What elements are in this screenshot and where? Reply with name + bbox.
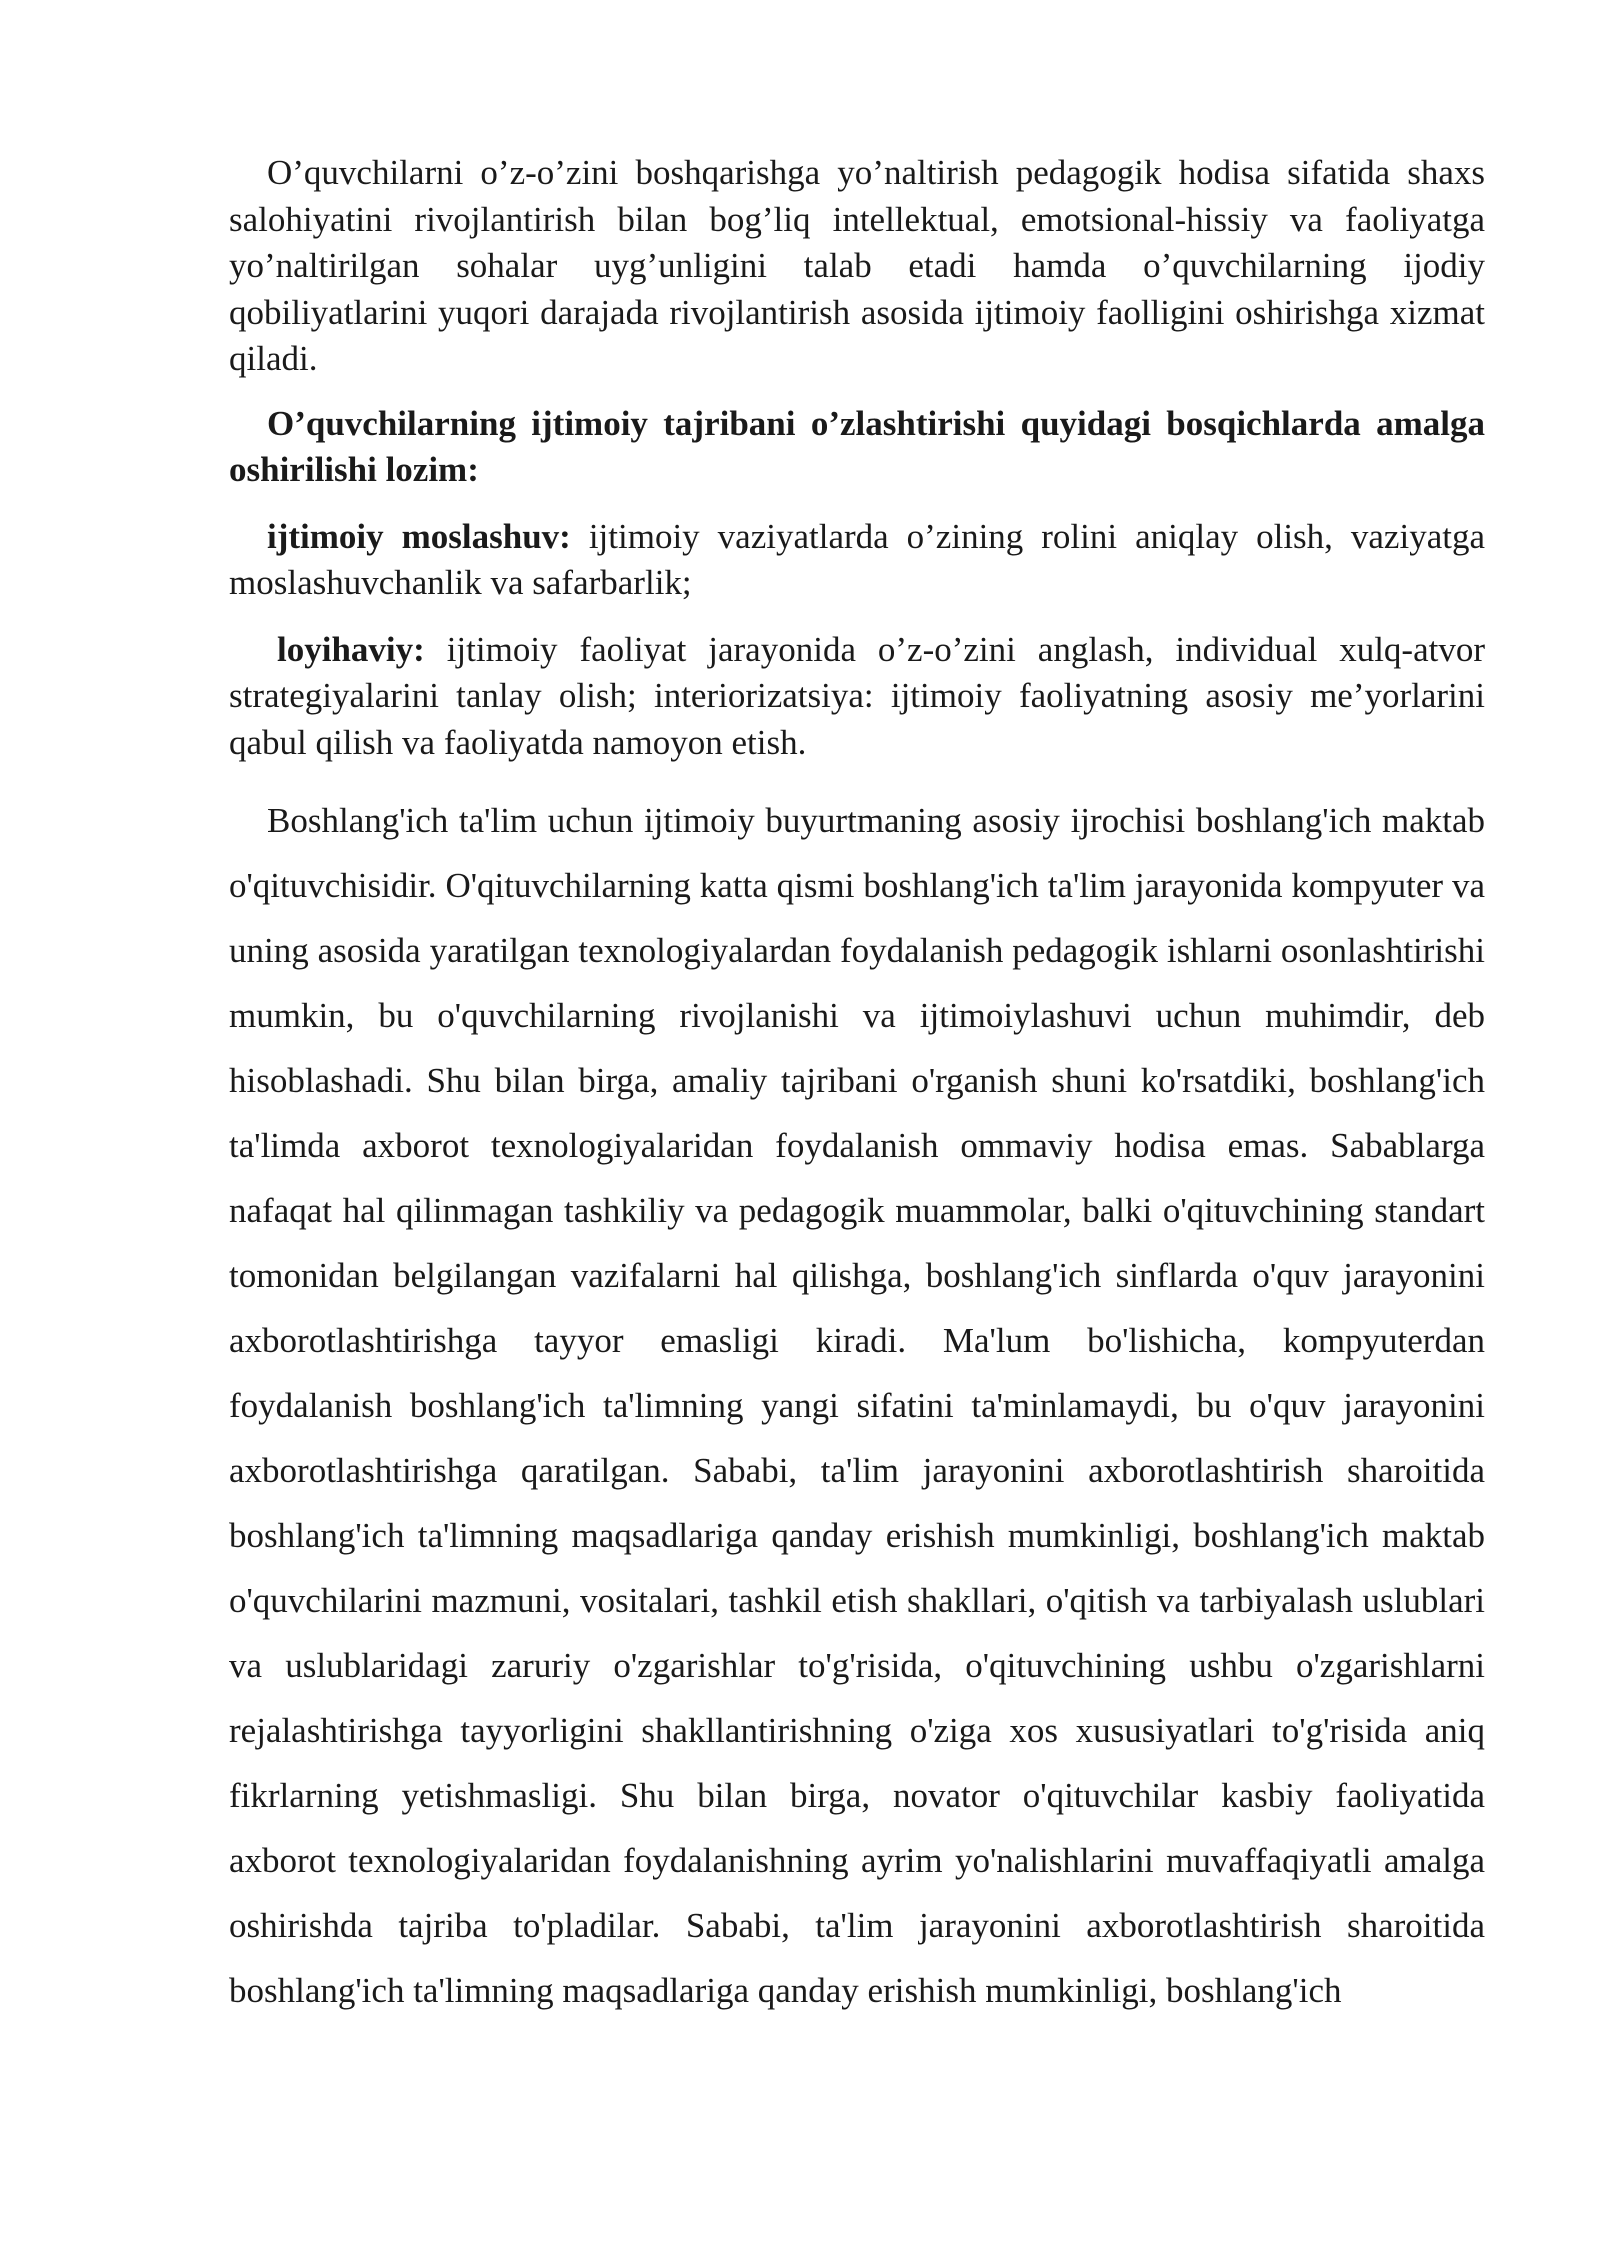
paragraph-social-adaptation <box>229 514 1485 607</box>
term-project: loyihaviy: <box>277 629 425 669</box>
document-page <box>229 150 1485 2023</box>
paragraph-heading: O’quvchilarning ijtimoiy tajribani o’zlashtirishi quyidagi bosqichlarda amalga oshirilishi lozim: <box>229 403 1485 489</box>
paragraph-main-body: Boshlang'ich ta'lim uchun ijtimoiy buyurtmaning asosiy ijrochisi boshlang'ich maktab o'qituvchisidir. O'qituvchilarning katta qismi boshlang'ich ta'lim jarayonida kompyuter va uning asosida yaratilgan texnologiyalardan foydalanish pedagogik ishlarni osonlashtirishi mumkin, bu o'quvchilarning rivojlanishi va ijtimoiylashuvi uchun muhimdir, deb hisoblashadi. Shu bilan birga, amaliy tajribani o'rganish shuni ko'rsatdiki, boshlang'ich ta'limda axborot texnologiyalaridan foydalanish ommaviy hodisa emas. Sabablarga nafaqat hal qilinmagan tashkiliy va pedagogik muammolar, balki o'qituvchining standart tomonidan belgilangan vazifalarni hal qilishga, boshlang'ich sinflarda o'quv jarayonini axborotlashtirishga tayyor emasligi kiradi. Ma'lum bo'lishicha, kompyuterdan foydalanish boshlang'ich ta'limning yangi sifatini ta'minlamaydi, bu o'quv jarayonini axborotlashtirishga qaratilgan. Sababi, ta'lim jarayonini axborotlashtirish sharoitida boshlang'ich ta'limning maqsadlariga qanday erishish mumkinligi, boshlang'ich maktab o'quvchilarini mazmuni, vositalari, tashkil etish shakllari, o'qitish va tarbiyalash uslublari va uslublaridagi zaruriy o'zgarishlar to'g'risida, o'qituvchining ushbu o'zgarishlarni rejalashtirishga tayyorligini shakllantirishning o'ziga xos xususiyatlari to'g'risida aniq fikrlarning yetishmasligi. Shu bilan birga, novator o'qituvchilar kasbiy faoliyatida axborot texnologiyalaridan foydalanishning ayrim yo'nalishlarini muvaffaqiyatli amalga oshirishda tajriba to'pladilar. Sababi, ta'lim jarayonini axborotlashtirish sharoitida boshlang'ich ta'limning maqsadlariga qanday erishish mumkinligi, boshlang'ich <box>229 801 1485 2010</box>
text-social-adaptation: ijtimoiy vaziyatlarda o’zining rolini aniqlay olish, vaziyatga moslashuvchanlik va safarbarlik; <box>229 516 1485 602</box>
paragraph-project <box>229 627 1485 767</box>
paragraph-intro: O’quvchilarni o’z-o’zini boshqarishga yo’naltirish pedagogik hodisa sifatida shaxs salohiyatini rivojlantirish bilan bog’liq intellektual, emotsional-hissiy va faoliyatga yo’naltirilgan sohalar uyg’unligini talab etadi hamda o’quvchilarning ijodiy qobiliyatlarini yuqori darajada rivojlantirish asosida ijtimoiy faolligini oshirishga xizmat qiladi. <box>229 153 1485 378</box>
text-project: ijtimoiy faoliyat jarayonida o’z-o’zini anglash, individual xulq-atvor strategiyalarini tanlay olish; interiorizatsiya: ijtimoiy faoliyatning asosiy me’yorlarini qabul qilish va faoliyatda namoyon etish. <box>229 629 1485 762</box>
term-social-adaptation: ijtimoiy moslashuv: <box>267 516 571 556</box>
